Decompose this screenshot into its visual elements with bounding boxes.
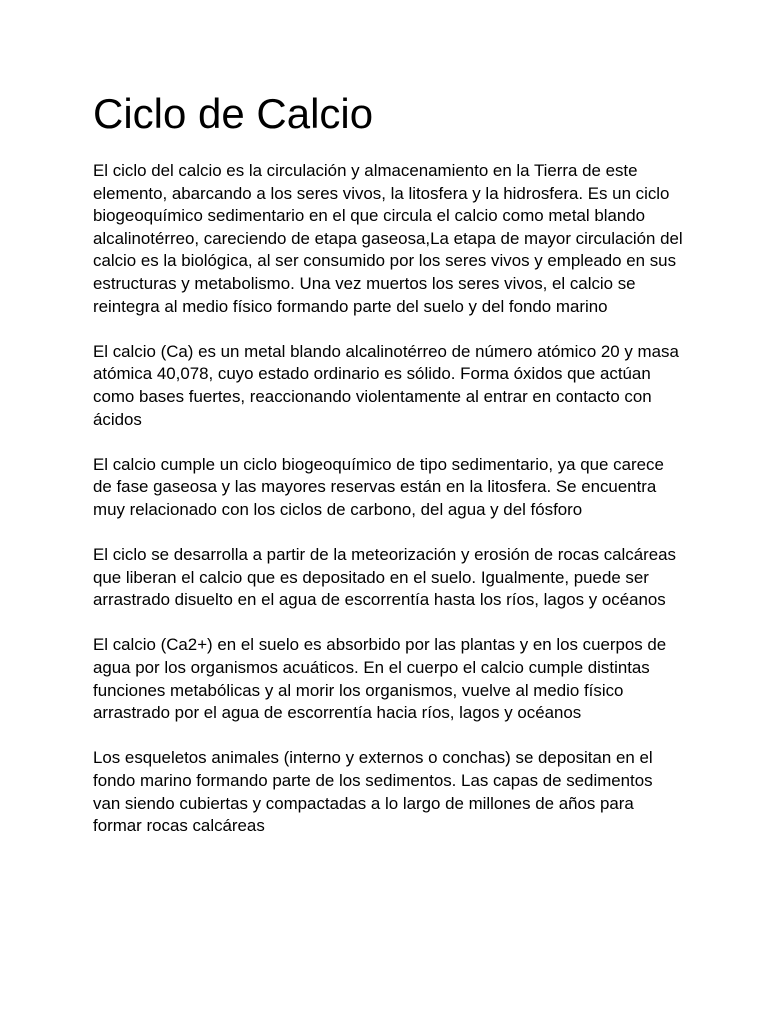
paragraph-6: Los esqueletos animales (interno y externos o conchas) se depositan en el fondo marino formando parte de los sedimentos. Las capas de sedimentos van siendo cubiertas y compactadas a lo largo de millones de años para formar rocas calcáreas bbox=[93, 748, 653, 836]
paragraph-4: El ciclo se desarrolla a partir de la meteorización y erosión de rocas calcáreas que liberan el calcio que es depositado en el suelo. Igualmente, puede ser arrastrado disuelto en el agua de escorrentía hasta los ríos, lagos y océanos bbox=[93, 545, 676, 610]
document-title: Ciclo de Calcio bbox=[93, 90, 374, 137]
paragraph-1: El ciclo del calcio es la circulación y almacenamiento en la Tierra de este elemento, abarcando a los seres vivos, la litosfera y la hidrosfera. Es un ciclo biogeoquímico sedimentario en el que circula el calcio como metal blando alcalinotérreo, careciendo de etapa gaseosa,La etapa de mayor circulación del calcio es la biológica, al ser consumido por los seres vivos y empleado en sus estructuras y metabolismo. Una vez muertos los seres vivos, el calcio se reintegra al medio físico formando parte del suelo y del fondo marino bbox=[93, 161, 683, 316]
document-page bbox=[93, 84, 683, 860]
paragraph-2: El calcio (Ca) es un metal blando alcalinotérreo de número atómico 20 y masa atómica 40,078, cuyo estado ordinario es sólido. Forma óxidos que actúan como bases fuertes, reaccionando violentamente al entrar en contacto con ácidos bbox=[93, 341, 679, 429]
paragraph-3: El calcio cumple un ciclo biogeoquímico de tipo sedimentario, ya que carece de fase gaseosa y las mayores reservas están en la litosfera. Se encuentra muy relacionado con los ciclos de carbono, del agua y del fósforo bbox=[93, 454, 664, 519]
paragraph-5: El calcio (Ca2+) en el suelo es absorbido por las plantas y en los cuerpos de agua por los organismos acuáticos. En el cuerpo el calcio cumple distintas funciones metabólicas y al morir los organismos, vuelve al medio físico arrastrado por el agua de escorrentía hacia ríos, lagos y océanos bbox=[93, 635, 667, 723]
